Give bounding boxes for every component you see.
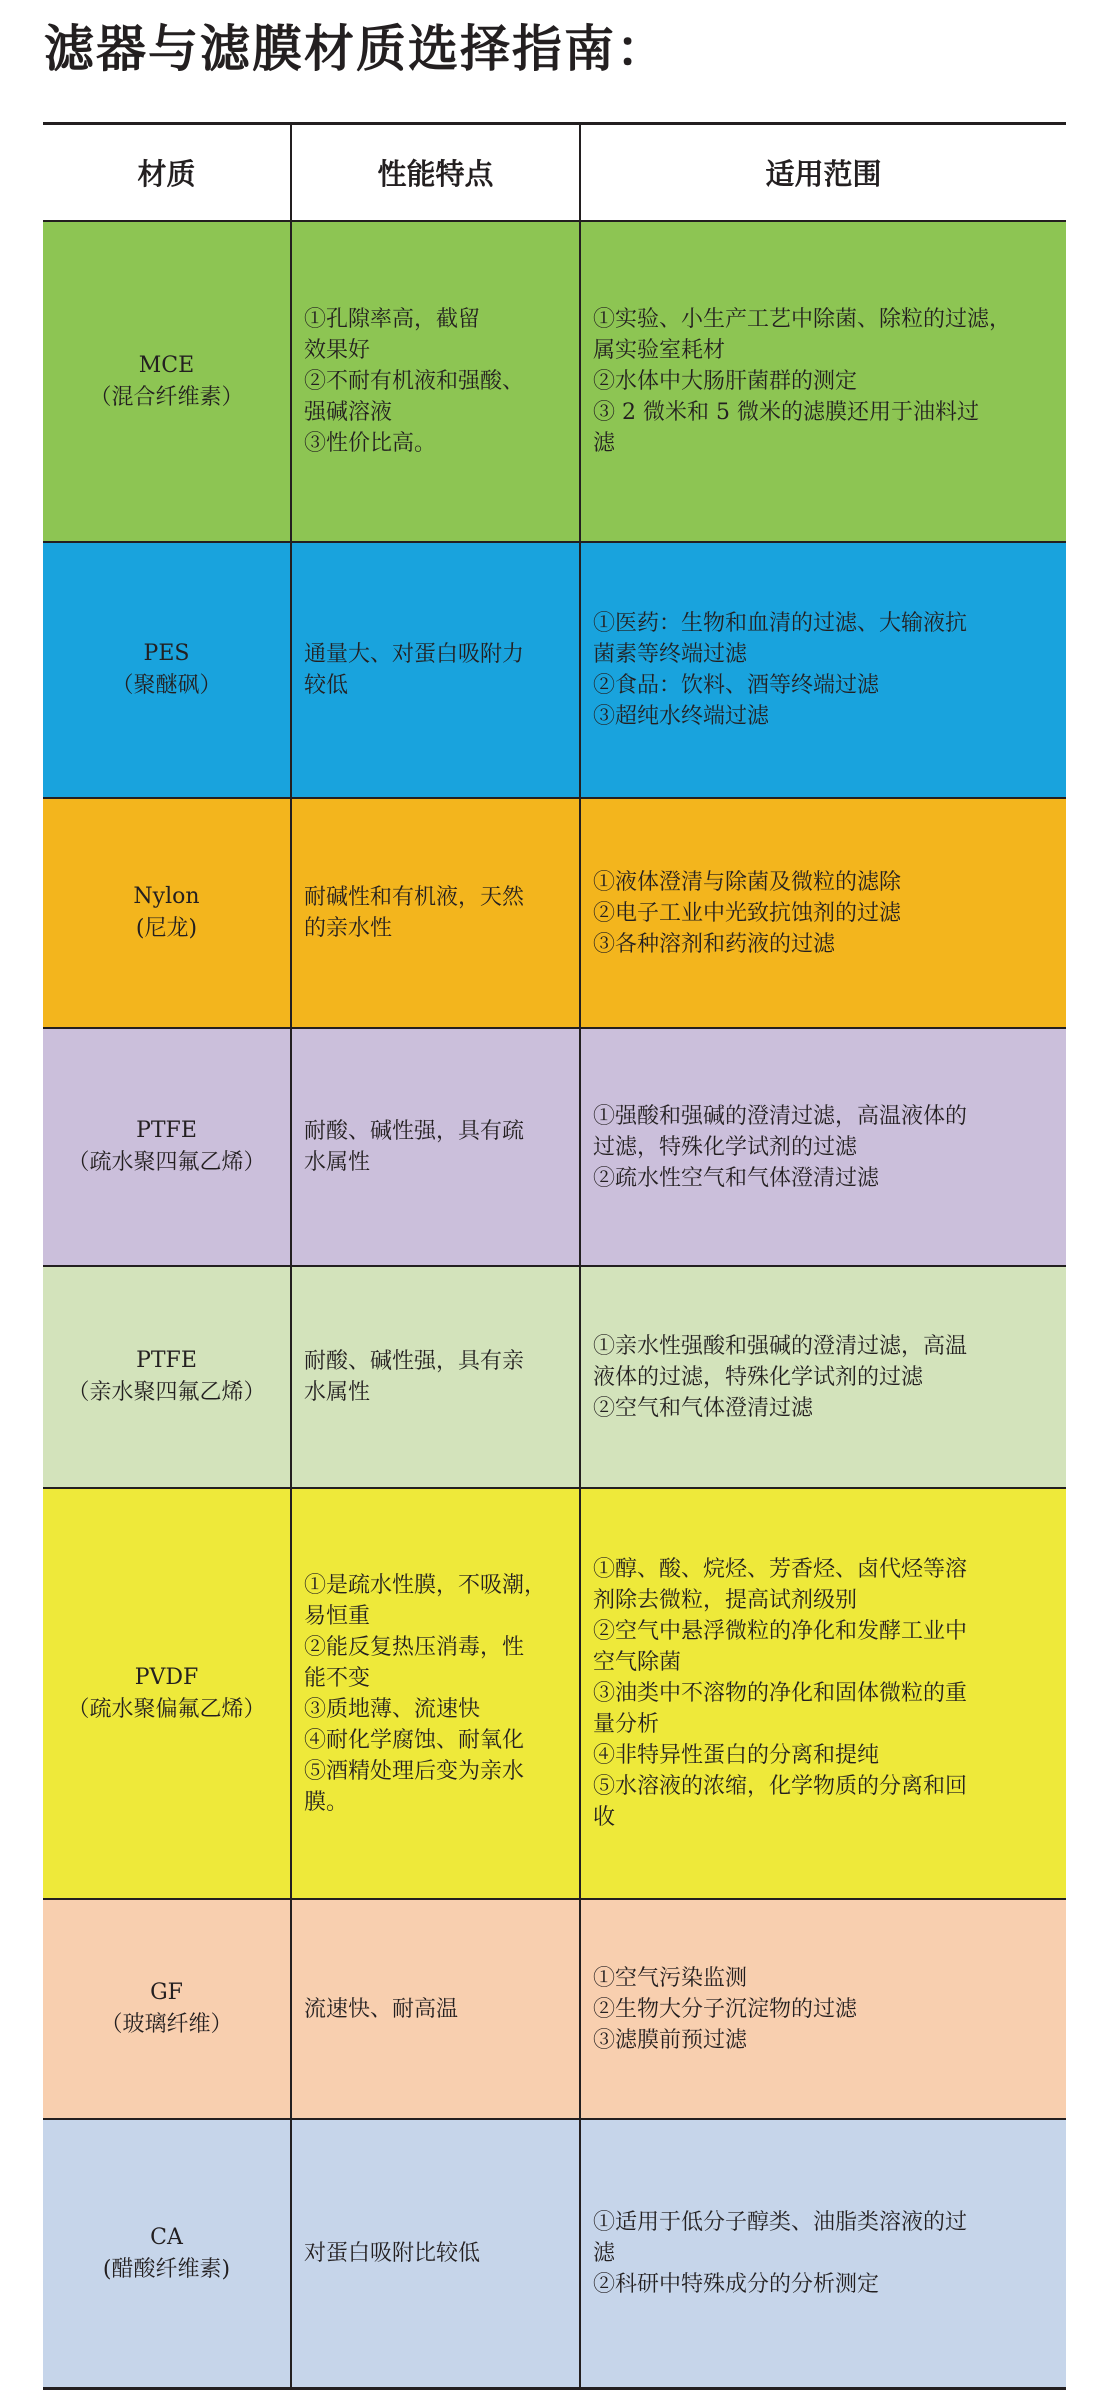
material-cell [43,2120,292,2387]
table-row [43,799,1066,1029]
table-row [43,222,1066,543]
features-line: 流速快、耐高温 [304,1996,459,2022]
material-line: (尼龙) [135,916,198,941]
scope-line: ①亲水性强酸和强碱的澄清过滤，高温 [593,1333,968,1359]
scope-line: ②科研中特殊成分的分析测定 [593,2272,880,2297]
features-line: ③质地薄、流速快 [304,1696,481,1722]
features-line: 对蛋白吸附比较低 [304,2241,481,2266]
header-material: 材质 [43,125,292,220]
table-row [43,1267,1066,1489]
material-line: （混合纤维素） [89,384,244,410]
scope-cell [581,1489,1066,1898]
scope-line: ③各种溶剂和药液的过滤 [593,931,836,957]
features-line: 耐酸、碱性强，具有疏 [304,1119,525,1144]
scope-line: ③ 2 微米和 5 微米的滤膜还用于油料过 [593,400,979,425]
material-line: （亲水聚四氟乙烯） [67,1380,266,1405]
table-header-row [43,125,1066,222]
scope-line: ①医药：生物和血清的过滤、大输液抗 [593,611,968,636]
features-cell [292,222,581,541]
header-features: 性能特点 [292,125,581,220]
material-line: Nylon [133,884,200,909]
scope-line: 过滤，特殊化学试剂的过滤 [593,1134,858,1160]
scope-line: ②生物大分子沉淀物的过滤 [593,1996,858,2022]
scope-line: 收 [593,1805,616,1830]
scope-cell [581,1029,1066,1265]
scope-line: ①强酸和强碱的澄清过滤，高温液体的 [593,1103,968,1129]
table-row [43,543,1066,799]
features-line: 耐碱性和有机液，天然 [304,885,525,910]
features-cell [292,1029,581,1265]
material-cell [43,222,292,541]
features-line: ②不耐有机液和强酸、 [304,369,525,394]
page-title: 滤器与滤膜材质选择指南： [44,20,668,78]
scope-line: ⑤水溶液的浓缩，化学物质的分离和回 [593,1774,968,1799]
scope-line: ②疏水性空气和气体澄清过滤 [593,1165,880,1191]
features-line: ①孔隙率高，截留 [304,307,481,332]
material-line: MCE [138,352,195,378]
scope-line: 菌素等终端过滤 [593,642,748,667]
scope-line: 属实验室耗材 [593,338,726,363]
features-line: ③性价比高。 [304,431,437,456]
scope-cell [581,222,1066,541]
scope-cell [581,799,1066,1027]
scope-cell [581,543,1066,797]
scope-line: 量分析 [593,1712,660,1737]
scope-line: ①醇、酸、烷烃、芳香烃、卤代烃等溶 [593,1557,968,1582]
features-line: 易恒重 [304,1603,371,1629]
features-line: 较低 [304,673,349,698]
scope-line: ②水体中大肠肝菌群的测定 [593,369,858,394]
scope-line: ③油类中不溶物的净化和固体微粒的重 [593,1681,968,1706]
table-row [43,2120,1066,2387]
scope-line: 剂除去微粒，提高试剂级别 [593,1588,858,1613]
features-cell [292,543,581,797]
material-cell [43,543,292,797]
features-line: ④耐化学腐蚀、耐氧化 [304,1727,525,1753]
scope-line: 液体的过滤，特殊化学试剂的过滤 [593,1364,924,1390]
features-line: ①是疏水性膜，不吸潮， [304,1572,547,1598]
features-cell [292,1900,581,2118]
scope-cell [581,1267,1066,1487]
scope-line: ①液体澄清与除菌及微粒的滤除 [593,869,902,895]
scope-line: ③超纯水终端过滤 [593,704,770,729]
features-line: 水属性 [304,1150,371,1175]
features-line: 效果好 [304,338,371,363]
features-cell [292,2120,581,2387]
scope-line: ②电子工业中光致抗蚀剂的过滤 [593,900,902,926]
material-cell [43,1900,292,2118]
features-cell [292,1489,581,1898]
material-line: GF [150,1980,183,2005]
scope-cell [581,2120,1066,2387]
scope-cell [581,1900,1066,2118]
scope-line: ②空气中悬浮微粒的净化和发酵工业中 [593,1619,968,1644]
scope-line: ①空气污染监测 [593,1965,748,1991]
features-line: 通量大、对蛋白吸附力 [304,642,525,667]
scope-line: ①适用于低分子醇类、油脂类溶液的过 [593,2210,968,2235]
material-line: CA [150,2224,183,2250]
features-line: ②能反复热压消毒，性 [304,1634,525,1660]
features-line: 耐酸、碱性强，具有亲 [304,1349,525,1374]
scope-line: ②食品：饮料、酒等终端过滤 [593,673,880,698]
material-line: （疏水聚四氟乙烯） [67,1150,266,1175]
table-row [43,1029,1066,1267]
material-cell [43,1029,292,1265]
table-row [43,1900,1066,2120]
features-line: 强碱溶液 [304,400,393,425]
features-line: 能不变 [304,1665,371,1691]
features-line: ⑤酒精处理后变为亲水 [304,1758,525,1784]
material-line: PES [143,641,190,666]
material-line: （玻璃纤维） [100,2012,233,2037]
scope-line: ②空气和气体澄清过滤 [593,1395,814,1421]
material-line: （疏水聚偏氟乙烯） [67,1696,266,1722]
material-line: PTFE [136,1348,197,1373]
features-cell [292,1267,581,1487]
table-row [43,1489,1066,1900]
material-line: （聚醚砜） [111,673,222,698]
features-line: 膜。 [304,1789,349,1815]
material-cell [43,1489,292,1898]
material-line: PVDF [134,1664,199,1690]
scope-line: ③滤膜前预过滤 [593,2027,748,2053]
material-line: PTFE [136,1118,197,1143]
scope-line: 空气除菌 [593,1650,682,1675]
scope-line: 滤 [593,431,616,456]
scope-line: 滤 [593,2241,616,2266]
header-scope: 适用范围 [765,157,882,191]
scope-line: ④非特异性蛋白的分离和提纯 [593,1743,880,1768]
material-line: (醋酸纤维素) [102,2256,231,2282]
scope-line: ①实验、小生产工艺中除菌、除粒的过滤， [593,307,1012,332]
features-line: 水属性 [304,1380,371,1405]
material-cell [43,799,292,1027]
material-cell [43,1267,292,1487]
features-cell [292,799,581,1027]
material-table [43,122,1066,2390]
features-line: 的亲水性 [304,916,393,941]
